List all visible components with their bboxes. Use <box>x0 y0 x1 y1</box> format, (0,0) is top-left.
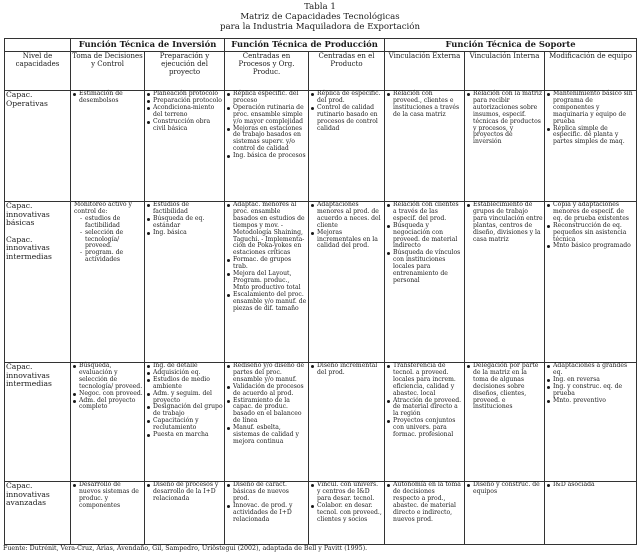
cell-bullet-item: Estimación de desembolsos <box>72 91 143 105</box>
matrix-cell <box>145 91 225 202</box>
cell-bullet-item: Capacitación y reclutamiento <box>146 418 223 432</box>
cell-bullet-item: Copia y adaptaciones menores de especif. de eq. de prueba existentes <box>546 202 635 223</box>
cell-bullet-item: Adaptac. menores al proc. ensamble basados en estudios de tiempos y mov. - Metodología Shaining, Taguchi. - Implementa-ción de Poka-yokes en estaciones críticas <box>226 202 307 257</box>
capability-level: Capac. innovativas intermedias <box>5 363 71 482</box>
cell-bullet-item: Adaptaciones a grandes eq. <box>546 363 635 377</box>
matrix-row <box>5 482 637 545</box>
column-header: Vinculación Externa <box>385 52 465 91</box>
group-header-inversion: Función Técnica de Inversión <box>71 39 225 52</box>
table-title-line-2: para la Industria Maquiladora de Exportación <box>219 22 421 32</box>
group-header-soporte: Función Técnica de Soporte <box>385 39 637 52</box>
matrix-cell <box>145 202 225 363</box>
cell-bullet-item: Ing. básica de procesos <box>226 153 307 160</box>
matrix-cell <box>225 91 309 202</box>
cell-bullet-item: Búsqueda de eq. estándar <box>146 216 223 230</box>
matrix-cell <box>225 482 309 545</box>
matrix-cell <box>385 363 465 482</box>
cell-dash-item: - selección de tecnología/ proveed. <box>78 230 143 251</box>
cell-bullet-item: Colabor. en desar. tecnol. con proveed., clientes y socios <box>310 503 383 524</box>
cell-bullet-item: Diseño de caract. básicas de nuevos prod. <box>226 482 307 503</box>
column-header: Centradas en Procesos y Org. Produc. <box>225 52 309 91</box>
matrix-cell <box>71 91 145 202</box>
cell-bullet-item: Autonomía en la toma de decisiones respecto a prod., abastec. de material directo e indirecto, nuevos prod. <box>386 482 463 523</box>
matrix-row <box>5 202 637 363</box>
cell-bullet-item: Puesta en marcha <box>146 432 223 439</box>
cell-bullet-item: Designación del grupo de trabajo <box>146 404 223 418</box>
cell-bullet-item: Estiramiento de la capac. de produc. basado en el balanceo de línea <box>226 398 307 426</box>
cell-bullet-item: Búsqueda de vínculos con instituciones locales para entrenamiento de personal <box>386 250 463 285</box>
cell-bullet-item: Mejoras en estaciones de trabajo basados en sistemas superv. y/o control de calidad <box>226 126 307 154</box>
matrix-cell <box>465 363 545 482</box>
cell-bullet-item: Construcción obra civil básica <box>146 119 223 133</box>
column-header: Nivel de capacidades <box>5 52 71 91</box>
cell-bullet-item: Adm. y seguim. del proyecto <box>146 391 223 405</box>
cell-bullet-item: Reconstrucción de eq. pequeños sin asistencia técnica <box>546 223 635 244</box>
cell-bullet-item: Adquisición eq. <box>146 370 223 377</box>
cell-bullet-item: Proyectos conjuntos con univers. para formac. profesional <box>386 418 463 439</box>
cell-bullet-item: Réplica de especific. del prod. <box>310 91 383 105</box>
cell-bullet-item: Transferencia de tecnol. a proveed. locales para increm. eficiencia, calidad y abastec. local <box>386 363 463 398</box>
matrix-cell <box>309 363 385 482</box>
cell-bullet-item: Mantenimiento básico sin programa de componentes y maquinaria y equipo de prueba <box>546 91 635 126</box>
cell-bullet-item: Búsqueda y negociación con proveed. de material indirecto <box>386 223 463 251</box>
cell-bullet-item: Planeación protocolo <box>146 91 223 98</box>
cell-bullet-item: Desarrollo de nuevos sistemas de produc. y componentes <box>72 482 143 510</box>
capability-level: Capac. Operativas <box>5 91 71 202</box>
cell-bullet-item: Acondiciona-miento del terreno <box>146 105 223 119</box>
matrix-cell <box>309 202 385 363</box>
capability-level: Capac. innovativas avanzadas <box>5 482 71 545</box>
cell-bullet-item: Ing. de detalle <box>146 363 223 370</box>
matrix-cell <box>71 202 145 363</box>
cell-bullet-item: I&D asociada <box>546 482 635 489</box>
group-header-produccion: Función Técnica de Producción <box>225 39 385 52</box>
cell-bullet-item: Adaptaciones menores al prod. de acuerdo a neces. del cliente <box>310 202 383 230</box>
column-header: Modificación de equipo <box>545 52 637 91</box>
cell-bullet-item: Atracción de proveed. de material directo a la región <box>386 398 463 419</box>
cell-bullet-item: Vincul. con univers. y centros de I&D para desar. tecnol. <box>310 482 383 503</box>
table-caption <box>0 2 640 32</box>
cell-dash-item: - estudios de factibilidad <box>78 216 143 230</box>
matrix-cell <box>71 363 145 482</box>
matrix-row <box>5 363 637 482</box>
cell-bullet-item: Búsqueda, evaluación y selección de tecnología/ proveed. <box>72 363 143 391</box>
matrix-cell <box>145 363 225 482</box>
corner-cell <box>5 39 71 52</box>
cell-bullet-item: Preparación protocolo <box>146 98 223 105</box>
cell-bullet-item: Establecimiento de grupos de trabajo para vinculación entre plantas, centros de diseño, divisiones y la casa matriz <box>466 202 543 243</box>
cell-bullet-item: Diseño de procesos y desarrollo de la I+D relacionada <box>146 482 223 503</box>
table-title-line-1: Matriz de Capacidades Tecnológicas <box>240 12 400 22</box>
cell-bullet-item: Relación con clientes a través de las especif. del prod. <box>386 202 463 223</box>
column-header: Centradas en el Producto <box>309 52 385 91</box>
matrix-cell <box>309 91 385 202</box>
cell-bullet-item: Delegación por parte de la matriz en la toma de algunas decisiones sobre diseños, clientes, proveed. e instituciones <box>466 363 543 411</box>
cell-bullet-item: Mejoras incrementales en la calidad del prod. <box>310 230 383 251</box>
column-header: Preparación y ejecución del proyecto <box>145 52 225 91</box>
cell-bullet-item: Validación de procesos de acuerdo al prod. <box>226 384 307 398</box>
matrix-cell <box>465 482 545 545</box>
cell-bullet-item: Negoc. con proveed. <box>72 391 143 398</box>
cell-bullet-item: Mnto. preventivo <box>546 398 635 405</box>
cell-bullet-item: Control de calidad rutinario basado en procesos de control calidad <box>310 105 383 133</box>
matrix-cell <box>385 91 465 202</box>
matrix-cell <box>545 482 637 545</box>
cell-intro: Monitoreo activo y control de: <box>74 201 132 215</box>
matrix-cell <box>71 482 145 545</box>
column-header: Vinculación Interna <box>465 52 545 91</box>
cell-bullet-item: Operación rutinaria de proc. ensamble simple y/o mayor complejidad <box>226 105 307 126</box>
capability-level: Capac. innovativas básicas Capac. innovativas intermedias <box>5 202 71 363</box>
cell-bullet-item: Mejora del Layout, Program. produc., Mnto productivo total <box>226 271 307 292</box>
matrix-cell <box>465 91 545 202</box>
cell-bullet-item: Escalamiento del proc. ensamble y/o manuf. de piezas de dif. tamaño <box>226 292 307 313</box>
matrix-cell <box>145 482 225 545</box>
matrix-cell <box>465 202 545 363</box>
table-number: Tabla 1 <box>304 2 336 12</box>
cell-bullet-item: Diseño y construc. de equipos <box>466 482 543 496</box>
capabilities-matrix <box>4 38 637 545</box>
matrix-cell <box>225 202 309 363</box>
cell-bullet-item: Adm. del proyecto completo <box>72 398 143 412</box>
cell-bullet-item: Formac. de grupos trab. <box>226 257 307 271</box>
cell-bullet-item: Relación con proveed., clientes e instituciones a través de la casa matriz <box>386 91 463 119</box>
cell-dash-item: - program. de actividades <box>78 250 143 264</box>
matrix-cell <box>545 202 637 363</box>
cell-bullet-item: Estudios de factibilidad <box>146 202 223 216</box>
matrix-row <box>5 91 637 202</box>
matrix-cell <box>385 482 465 545</box>
cell-bullet-item: Réplica simple de especific. de planta y partes simples de maq. <box>546 126 635 147</box>
matrix-cell <box>545 91 637 202</box>
cell-bullet-item: Ing. y construc. eq. de prueba <box>546 384 635 398</box>
source-note: Fuente: Dutrénit, Vera-Cruz, Arias, Avendaño, Gil, Sampedro, Uriöstegui (2002), adaptada de Bell y Pavitt (1995). <box>3 545 368 552</box>
column-header: Toma de Decisiones y Control <box>71 52 145 91</box>
matrix-cell <box>545 363 637 482</box>
cell-bullet-item: Relación con la matriz para recibir autorizaciones sobre insumos, especif. técnicas de productos y procesos, y proyectos de inversión <box>466 91 543 146</box>
matrix-cell <box>385 202 465 363</box>
cell-bullet-item: Rediseño y/o diseño de partes del proc. ensamble y/o manuf. <box>226 363 307 384</box>
cell-bullet-item: Réplica especific. del proceso <box>226 91 307 105</box>
cell-bullet-item: Estudios de medio ambiente <box>146 377 223 391</box>
cell-bullet-item: Manuf. esbelta, sistemas de calidad y mejora continua <box>226 425 307 446</box>
cell-bullet-item: Ing. en reversa <box>546 377 635 384</box>
cell-bullet-item: Innovac. de prod. y actividades de I+D relacionada <box>226 503 307 524</box>
matrix-cell <box>309 482 385 545</box>
cell-bullet-item: Mnto básico programado <box>546 243 635 250</box>
matrix-cell <box>225 363 309 482</box>
cell-bullet-item: Ing. básica <box>146 230 223 237</box>
cell-bullet-item: Diseño incremental del prod. <box>310 363 383 377</box>
